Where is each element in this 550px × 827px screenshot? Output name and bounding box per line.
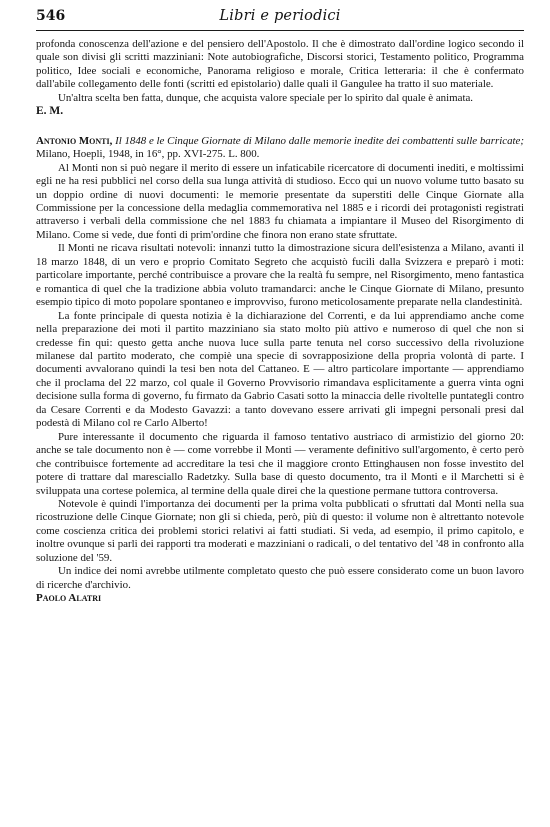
review-paragraph: Il Monti ne ricava risultati notevoli: innanzi tutto la dimostrazione sicura dell'esistenza a Milano, avanti il 18 marzo 1848, di un vero e proprio Comitato Segreto che acquistò fucili dalla Svizzera e preparò i moti: particolare importante, perché contribuisce a provare che la realtà fu sempre, nel Risorgimento, meno fantastica e romantica di quel che la tradizione abbia voluto tramandarci: anche le Cinque Giornate di Milano, presunto esempio tipico di moto popolare spontaneo e improvviso, furono meticolosamente preparate nella clandestinità. [36,242,524,309]
running-title: Libri e periodici [219,8,341,24]
page-number: 546 [36,8,66,24]
review-paragraph: Al Monti non si può negare il merito di essere un infaticabile ricercatore di documenti inediti, e moltissimi egli ne ha resi pubblici nel corso della sua lunga attività di studioso. Ecco qui un nuovo volume tutto basato su un doppio ordine di nuovi documenti: le memorie presentate da superstiti delle Cinque Giornate alla Commissione per la concessione della medaglia commemorativa nel 1885 e i ricordi dei protagonisti registrati attraverso i verbali della commissione che nel 1883 fu chiamata a impiantare il Museo del Risorgimento di Milano. Come si vede, due fonti di prim'ordine che finora non erano state sfruttate. [36,161,524,241]
publication-details: Milano, Hoepli, 1948, in 16°, pp. XVI-275. L. 800. [36,148,260,161]
review-paragraph: Un indice dei nomi avrebbe utilmente completato questo che può essere considerato come un buon lavoro di ricerche d'archivio. [36,565,524,591]
review1-signature: E. M. [36,105,64,118]
book-title: Il 1848 e le Cinque Giornate di Milano dalle memorie inedite dei combattenti sulle barricate; [115,134,525,147]
page-header [36,8,524,30]
review-paragraph: La fonte principale di questa notizia è la dichiarazione del Correnti, e da lui apprendiamo anche come nella preparazione dei moti il partito mazziniano sia stato molto più attivo e numeroso di quel che non si credesse fin qui: questo getta anche nuova luce sulla parte tenuta nel corso successivo della rivoluzione milanese dal partito moderato, che compiè una specie di sovrapposizione della propria volontà di parte. I documenti avvalorano quindi la tesi ben nota del Cattaneo. E — altro particolare importante — apprendiamo che il proclama del 22 marzo, col quale il Governo Provvisorio rimandava esplicitamente a guerra vinta ogni decisione sulla forma di governo, fu firmato da Gabrio Casati sotto la minaccia delle rivoltelle puntategli contro da Cesare Correnti e da Modesto Gavazzi: a tanto dovevano essere arrivati gli impegni personali presi dal podestà di Milano col re Carlo Alberto! [36,309,524,430]
header-rule [36,30,524,31]
review1-paragraph: profonda conoscenza dell'azione e del pensiero dell'Apostolo. Il che è dimostrato dall'ordine logico secondo il quale son divisi gli scritti mazziniani: Note autobiografiche, Discorsi storici, Testamento politico, Programma politico, Idee sociali e economiche, Panorama religioso e morale, Critica letteraria: il che è confermato dall'abile collegamento delle fonti (scritti ed epistolario) dalle quali il Gangulee ha tratto il suo materiale. [36,38,524,91]
review-paragraph: Pure interessante il documento che riguarda il famoso tentativo austriaco di armistizio del giorno 20: anche se tale documento non è — come vorrebbe il Monti — veramente definitivo sull'argomento, è certo però che contribuisce fortemente ad accreditare la tesi che il maggiore cronto Ettinghausen non fosse investito del potere di trattare dal maresciallo Radetzky. Sulla base di questo documento, tra il Monti e il Marchetti si è sviluppata una cortese polemica, al termine della quale direi che la questione permane tuttora controversa. [36,430,524,497]
review-paragraph: Notevole è quindi l'importanza dei documenti per la prima volta pubblicati o sfruttati dal Monti nella sua ricostruzione delle Cinque Giornate; non gli si chieda, però, più di questo: il volume non è altrettanto notevole come coscienza critica dei problemi storici relativi ai fatti studiati. Si veda, ad esempio, il primo capitolo, e inoltre ovunque si parli dei rapporti tra moderati e mazziniani o radicali, o del tentativo del '48 in confronto alla soluzione del '59. [36,497,524,564]
review-signature: Paolo Alatri [36,592,102,605]
review-author: Antonio Monti, [36,134,113,147]
review1-paragraph: Un'altra scelta ben fatta, dunque, che acquista valore speciale per lo spirito dal quale è animata. [58,91,474,104]
review-heading [36,135,524,162]
page-body [36,38,524,606]
